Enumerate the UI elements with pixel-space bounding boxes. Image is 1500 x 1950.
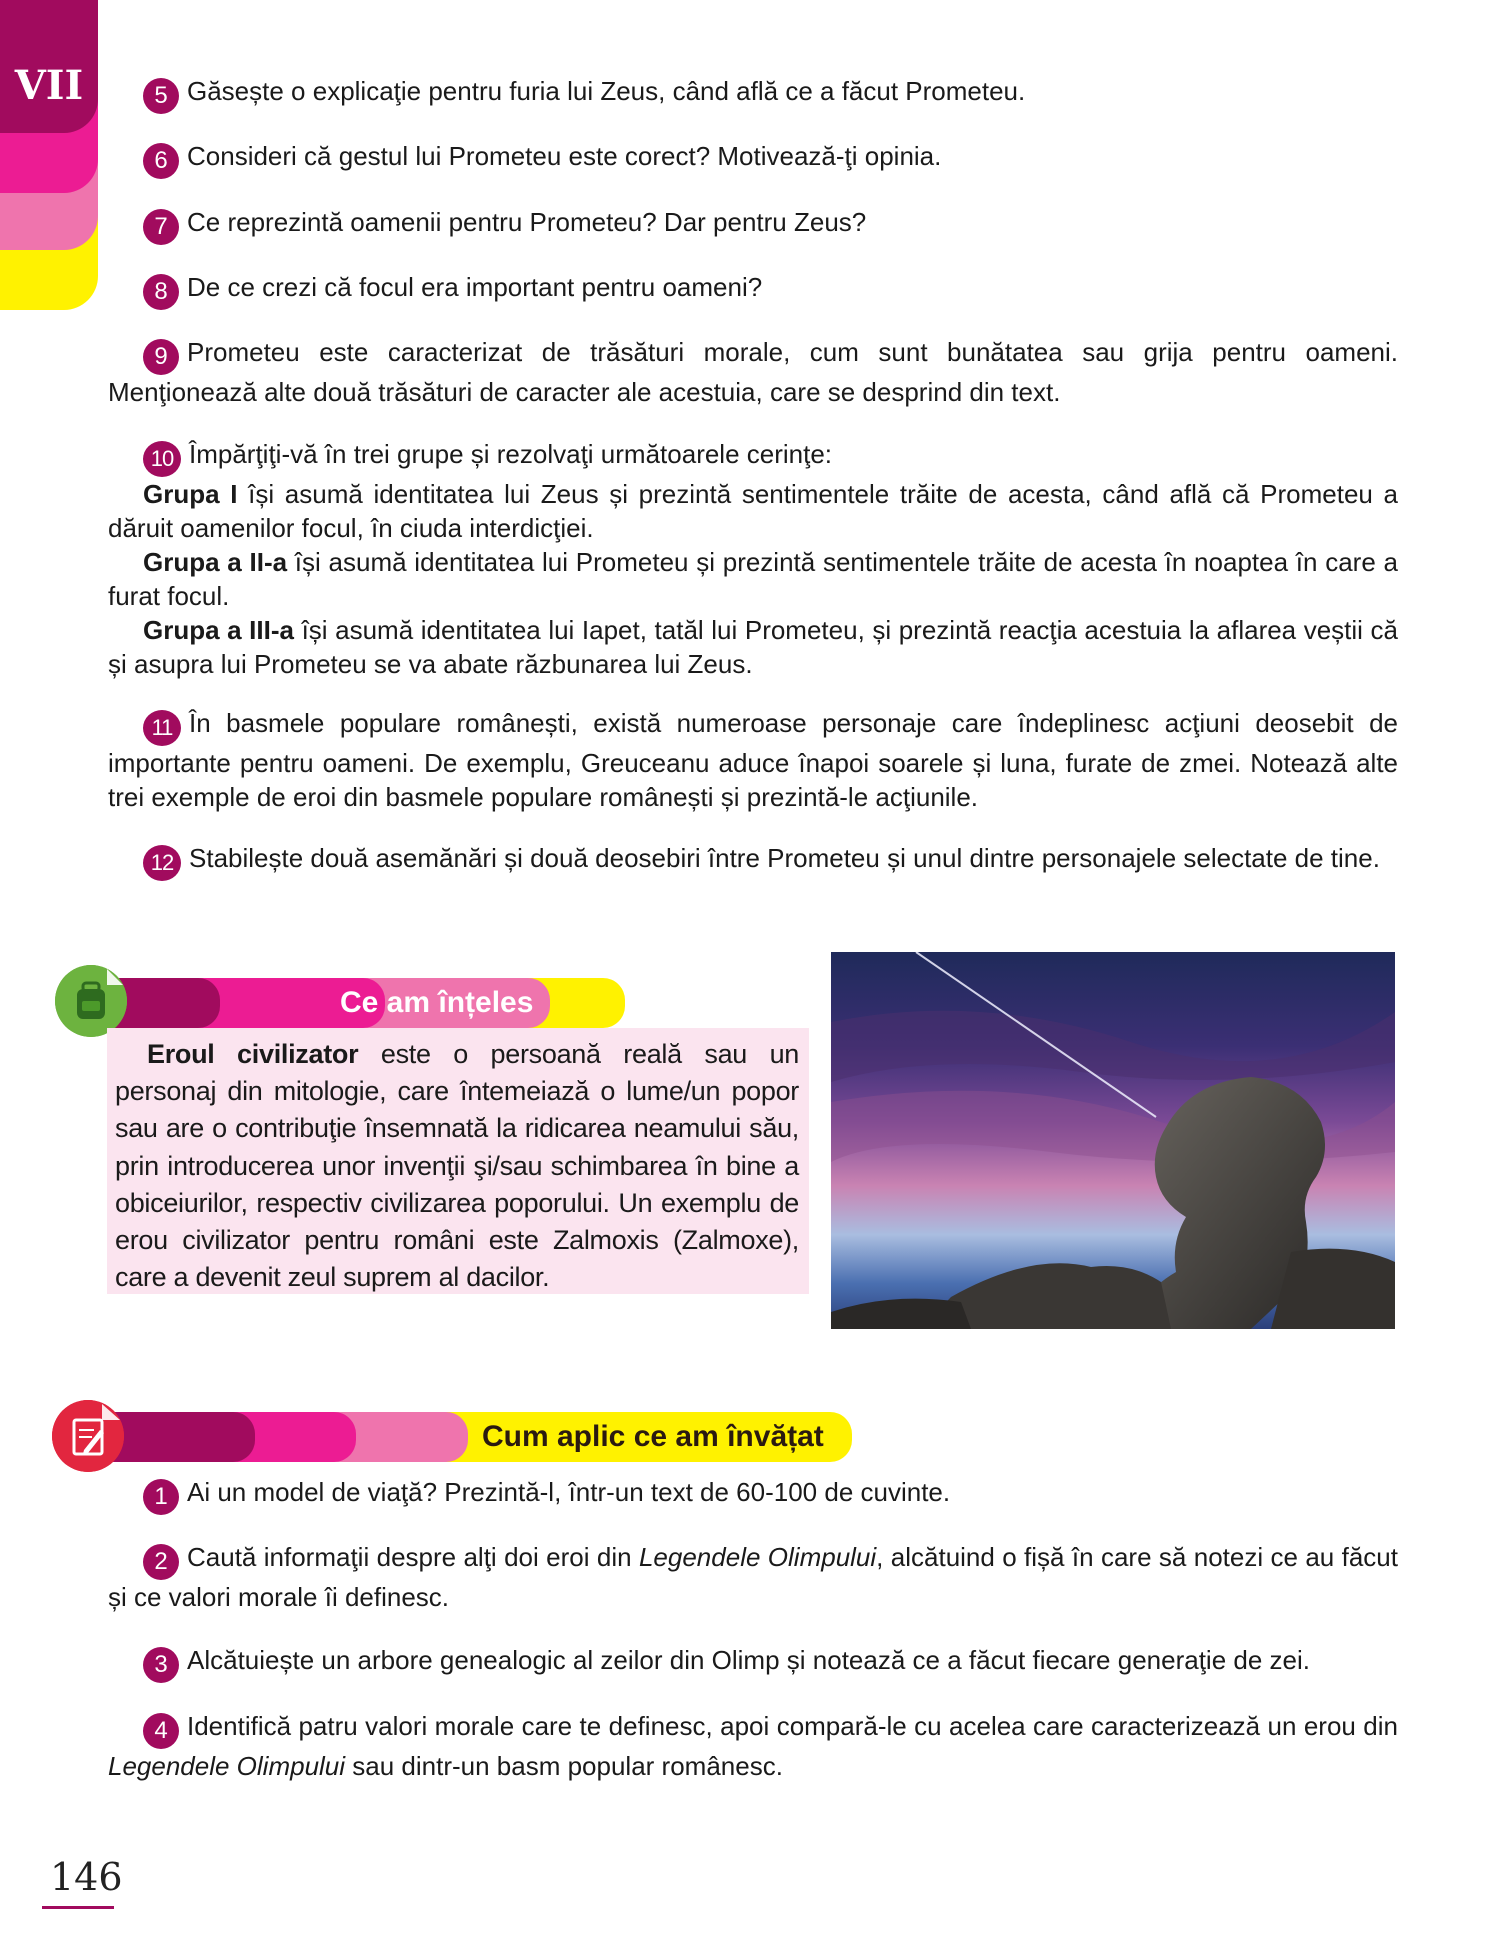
question-11: [108, 706, 1398, 814]
definition-term: Eroul civilizator: [147, 1039, 359, 1069]
question-number: 2: [143, 1544, 179, 1580]
question-text: Identifică patru valori morale care te definesc, apoi compară-le cu acelea care caracterizează un erou din: [187, 1711, 1398, 1741]
book-title: Legendele Olimpului: [638, 1542, 877, 1572]
chapter-label: VII: [14, 62, 84, 109]
section-header-apply: [110, 1412, 852, 1462]
question-number: 7: [143, 209, 179, 245]
header-stripe-plum: [110, 1412, 255, 1462]
apply-item-1: [108, 1475, 1398, 1515]
question-text: sau dintr-un basm popular românesc.: [345, 1751, 783, 1781]
page-number: 146: [50, 1855, 123, 1899]
question-text: Caută informaţii despre alţi doi eroi din: [187, 1542, 639, 1572]
question-number: 4: [143, 1713, 179, 1749]
question-text: Stabilește două asemănări și două deosebiri între Prometeu și unul dintre personajele selectate de tine.: [189, 843, 1380, 873]
apply-item-4: [108, 1709, 1398, 1783]
question-9: [108, 335, 1398, 409]
question-text: Găsește o explicaţie pentru furia lui Zeus, când află ce a făcut Prometeu.: [187, 76, 1026, 106]
question-number: 6: [143, 143, 179, 179]
group-label: Grupa a III-a: [143, 615, 294, 645]
page-number-underline: [42, 1906, 114, 1909]
question-number: 11: [143, 710, 181, 746]
sphinx-rock-photo: [831, 952, 1395, 1329]
question-7: [108, 205, 1398, 245]
question-text: , alcătuind o fișă în care să notezi ce au făcut și ce valori morale îi definesc.: [108, 1542, 1398, 1612]
chapter-tab: [0, 0, 98, 310]
group-text: își asumă identitatea lui Iapet, tatăl lui Prometeu, și prezintă reacţia acestuia la aflarea veștii că și asupra lui Prometeu se va abate răzbunarea lui Zeus.: [108, 615, 1398, 679]
group-text: își asumă identitatea lui Prometeu și prezintă sentimentele trăite de acesta în noaptea în care a furat focul.: [108, 547, 1398, 611]
question-6: [108, 139, 1398, 179]
question-text: Ce reprezintă oamenii pentru Prometeu? Dar pentru Zeus?: [187, 207, 867, 237]
section-title: Ce am înțeles: [340, 986, 534, 1019]
question-number: 9: [143, 339, 179, 375]
question-12: [108, 841, 1398, 881]
question-8: [108, 270, 1398, 310]
question-number: 5: [143, 78, 179, 114]
section-title: Cum aplic ce am învățat: [482, 1420, 824, 1453]
section-header-understood: [110, 978, 625, 1028]
question-text: De ce crezi că focul era important pentru oameni?: [187, 272, 763, 302]
question-text: Prometeu este caracterizat de trăsături morale, cum sunt bunătatea sau grija pentru oameni. Menţionează alte două trăsături de caracter ale acestuia, care se desprind din text.: [108, 337, 1398, 407]
question-number: 8: [143, 274, 179, 310]
question-text: Consideri că gestul lui Prometeu este corect? Motivează-ţi opinia.: [187, 141, 942, 171]
question-number: 3: [143, 1647, 179, 1683]
writing-icon: [52, 1400, 124, 1472]
backpack-icon: [55, 965, 127, 1037]
book-title: Legendele Olimpului: [108, 1751, 346, 1781]
question-number: 1: [143, 1479, 179, 1515]
apply-item-3: [108, 1643, 1398, 1683]
question-number: 12: [143, 845, 181, 881]
definition-box: [107, 1028, 809, 1294]
question-text: În basmele populare românești, există numeroase personaje care îndeplinesc acţiuni deosebit de importante pentru oameni. De exemplu, Greuceanu aduce înapoi soarele și luna, furate de zmei. Notează alte trei exemple de eroi din basmele populare românești și prezintă-le acţiunile.: [108, 708, 1398, 812]
question-5: [108, 74, 1398, 114]
question-text: Alcătuiește un arbore genealogic al zeilor din Olimp și notează ce a făcut fiecare generaţie de zei.: [187, 1645, 1310, 1675]
group-label: Grupa I: [143, 479, 238, 509]
question-10: [108, 437, 1398, 681]
question-text: Împărţiţi-vă în trei grupe și rezolvaţi următoarele cerinţe:: [189, 439, 833, 469]
group-text: își asumă identitatea lui Zeus și prezintă sentimentele trăite de acesta, când află că Prometeu a dăruit oamenilor focul, în ciuda interdicţiei.: [108, 479, 1399, 543]
group-label: Grupa a II-a: [143, 547, 288, 577]
question-text: Ai un model de viaţă? Prezintă-l, într-un text de 60-100 de cuvinte.: [187, 1477, 951, 1507]
apply-item-2: [108, 1540, 1398, 1614]
definition-text: este o persoană reală sau un personaj din mitologie, care întemeiază o lume/un popor sau are o contribuţie însemnată la ridicarea neamului său, prin introducerea unor invenţii şi/sau schimbarea în bine a obiceiurilor, respectiv civilizarea poporului. Un exemplu de erou civilizator pentru români este Zalmoxis (Zalmoxe), care a devenit zeul suprem al dacilor.: [115, 1039, 799, 1293]
question-number: 10: [143, 441, 181, 477]
